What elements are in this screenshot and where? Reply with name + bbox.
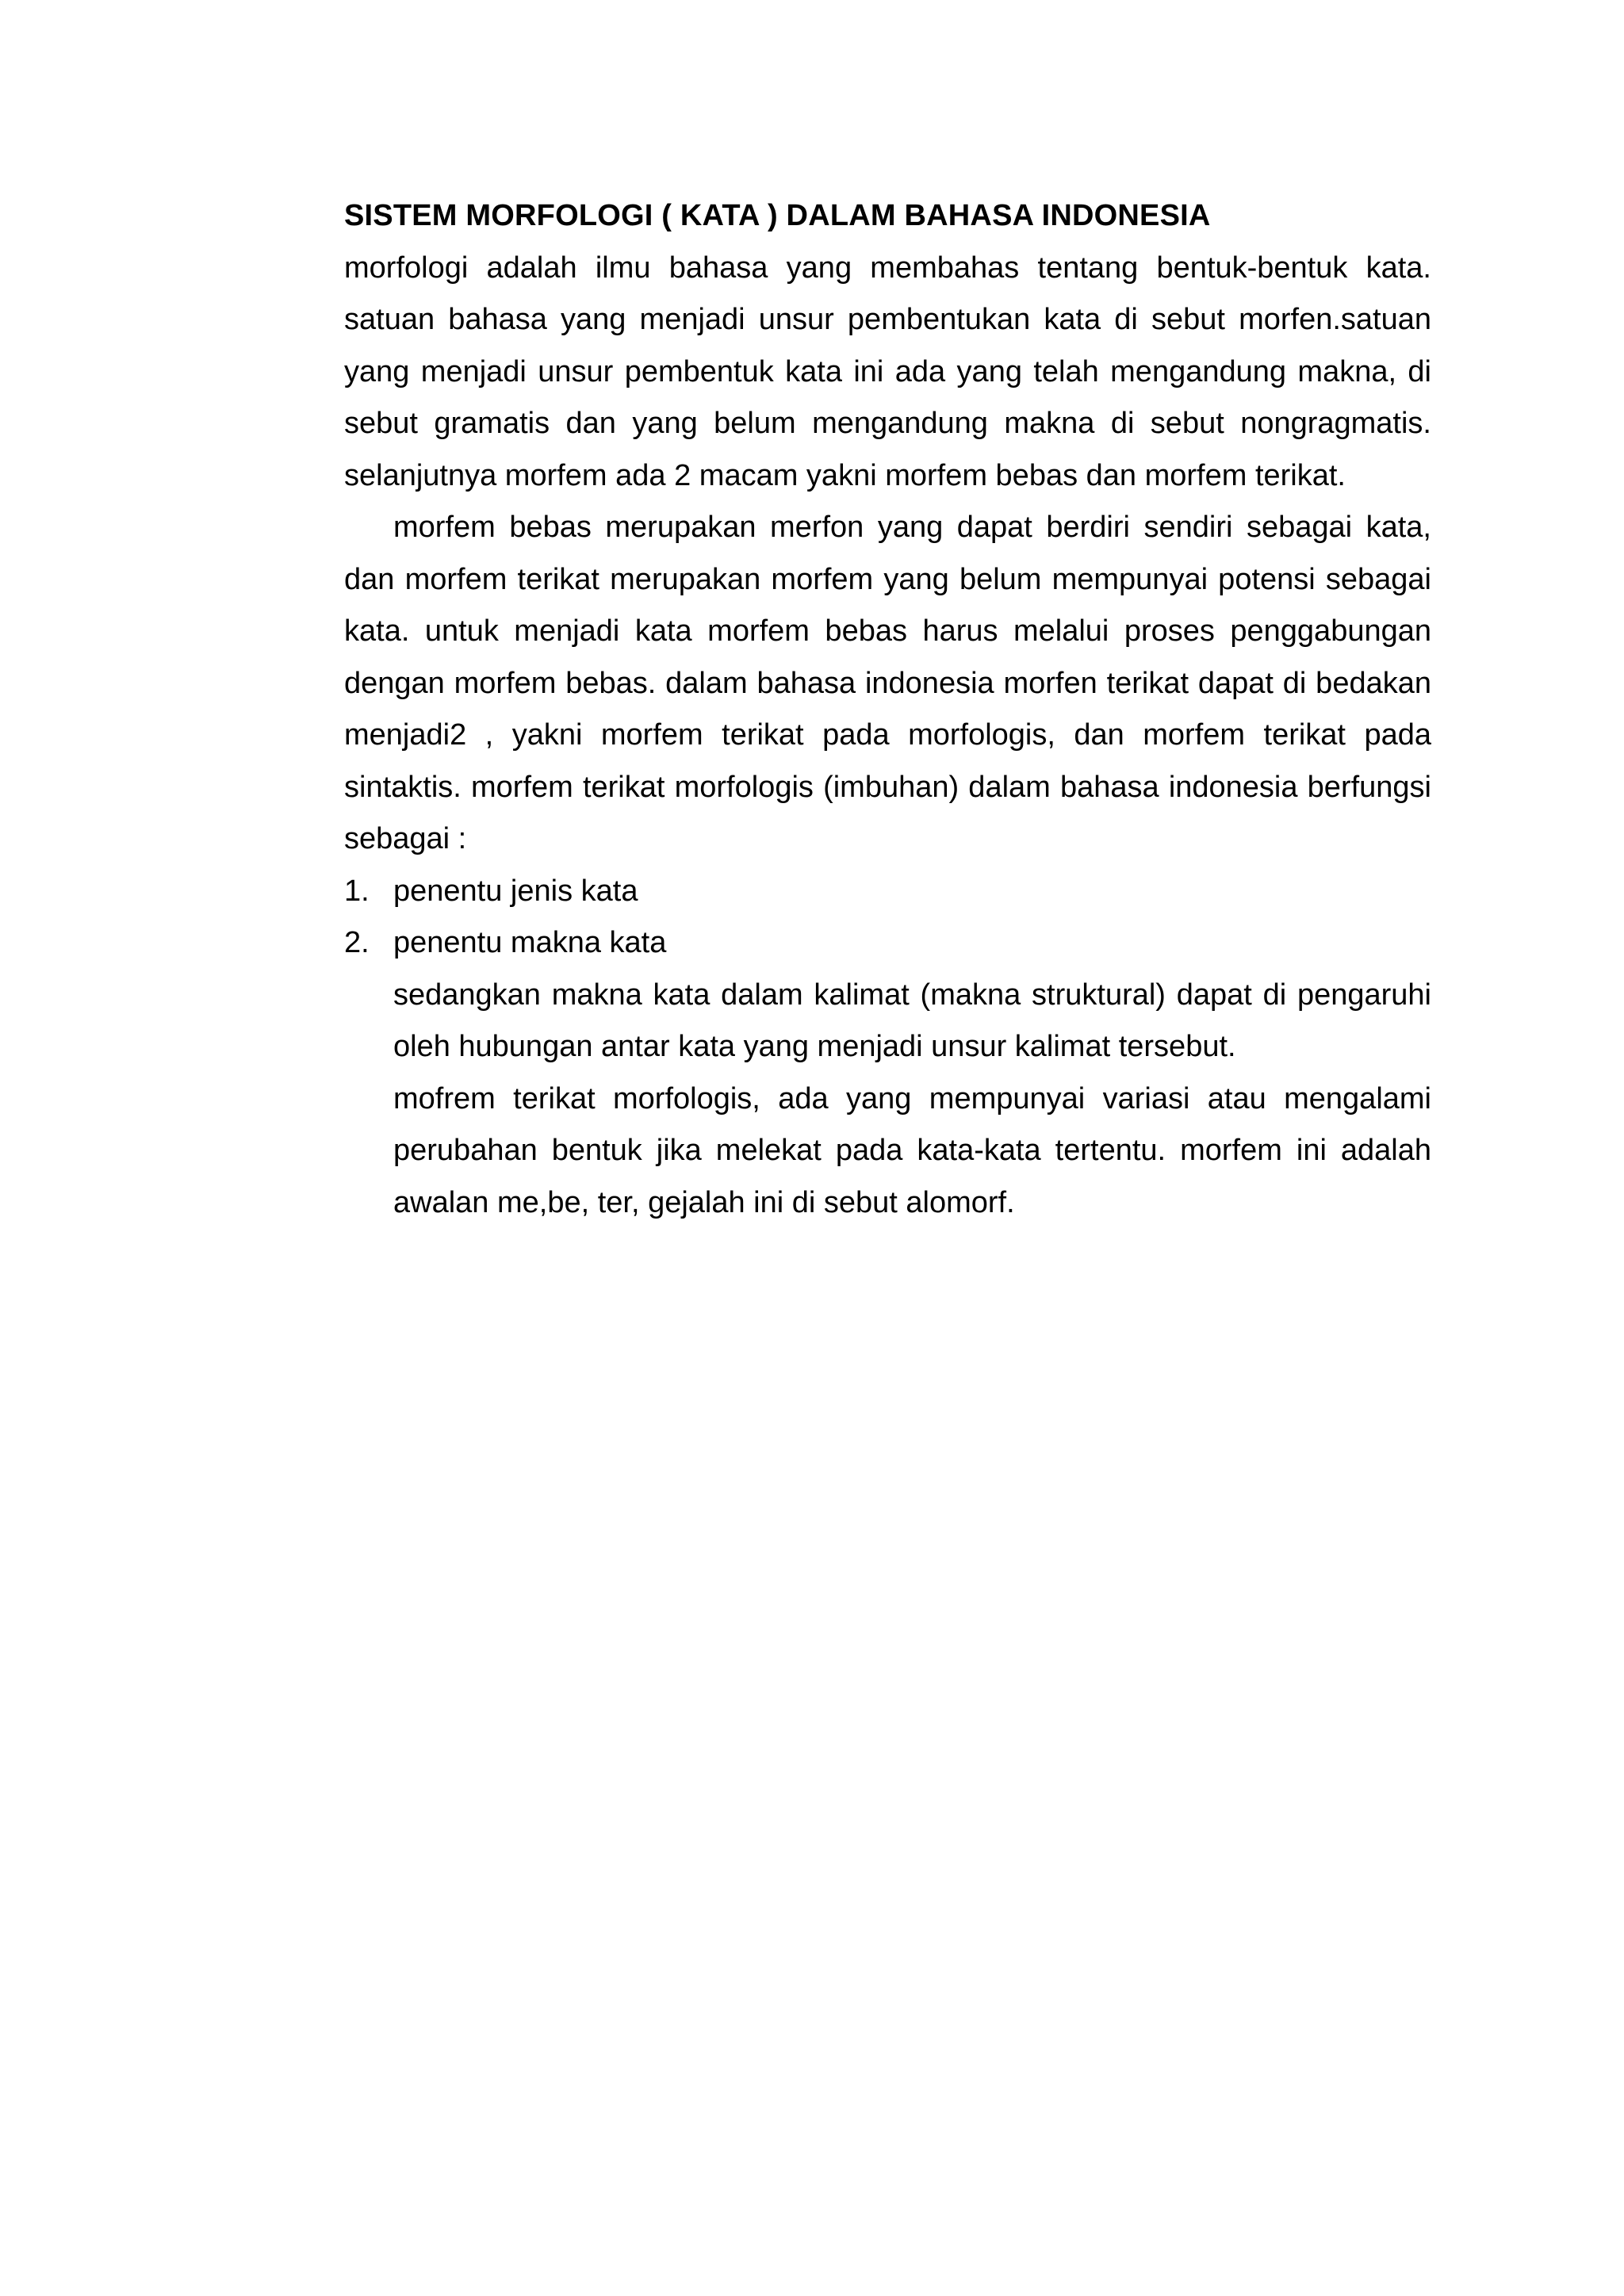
paragraph-alomorf: mofrem terikat morfologis, ada yang mempunyai variasi atau mengalami perubahan bentuk jika melekat pada kata-kata tertentu. morfem ini adalah awalan me,be, ter, gejalah ini di sebut alomorf.: [393, 1081, 1431, 1219]
document-title: SISTEM MORFOLOGI ( KATA ) DALAM BAHASA INDONESIA: [344, 199, 1211, 232]
paragraph-makna-struktural: sedangkan makna kata dalam kalimat (makna struktural) dapat di pengaruhi oleh hubungan antar kata yang menjadi unsur kalimat tersebut.: [393, 978, 1431, 1063]
list-number: 2.: [344, 926, 370, 959]
list-text: penentu jenis kata: [393, 874, 638, 908]
paragraph-intro: morfologi adalah ilmu bahasa yang membahas tentang bentuk-bentuk kata. satuan bahasa yang menjadi unsur pembentukan kata di sebut morfen.satuan yang menjadi unsur pembentuk kata ini ada yang telah mengandung makna, di sebut gramatis dan yang belum mengandung makna di sebut nongragmatis. selanjutnya morfem ada 2 macam yakni morfem bebas dan morfem terikat.: [344, 251, 1431, 492]
paragraph-morfem-bebas: morfem bebas merupakan merfon yang dapat berdiri sendiri sebagai kata, dan morfem terikat merupakan morfem yang belum mempunyai potensi sebagai kata. untuk menjadi kata morfem bebas harus melalui proses penggabungan dengan morfem bebas. dalam bahasa indonesia morfen terikat dapat di bedakan menjadi2 , yakni morfem terikat pada morfologis, dan morfem terikat pada sintaktis. morfem terikat morfologis (imbuhan) dalam bahasa indonesia berfungsi sebagai :: [344, 511, 1431, 855]
function-list: [344, 866, 1431, 970]
list-text: penentu makna kata: [393, 926, 667, 959]
list-number: 1.: [344, 874, 370, 908]
document-body: [344, 190, 1431, 1229]
list-item: [344, 866, 1431, 918]
list-item: [344, 917, 1431, 970]
list-continuation: [344, 970, 1431, 1230]
